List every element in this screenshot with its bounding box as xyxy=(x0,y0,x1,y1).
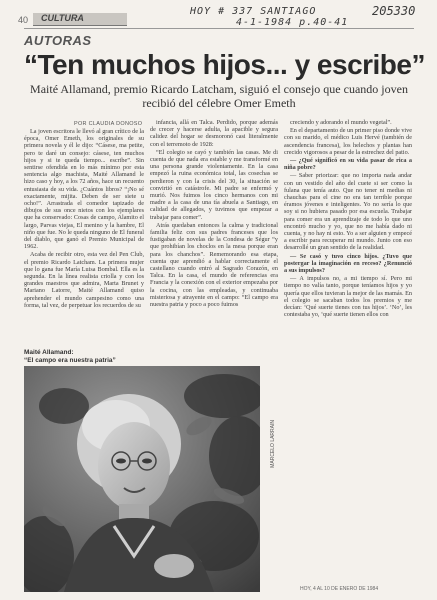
paragraph: En el departamento de un primer piso donde vive con su marido, el médico Luis Hervé (también de ascendencia francesa), los helechos y plantas han crecido vigorosos a pesar de la estrechez del patio. xyxy=(284,127,412,156)
article-title: “Ten muchos hijos... y escribe” xyxy=(24,49,425,80)
interview-question: — ¿Qué significó en su vida pasar de rica a niña pobre? xyxy=(284,157,412,172)
article-deck: Maité Allamand, premio Ricardo Latcham, siguió el consejo que cuando joven recibió del célebre Omer Emeth xyxy=(30,82,408,110)
caption-quote: “El campo era nuestra patria” xyxy=(24,357,116,364)
handwritten-reference: HOY # 337 SANTIAGO xyxy=(190,6,317,17)
paragraph: La joven escritora le llevó al gran crítico de la época, Omer Emeth, los originales de su primera novela y él le dijo: “Cásese, ma petite, pero te daré un consejo: cásese, ten muchos hijos y si te queda tiempo... escribe”. Sin sentirse ofendida en lo más mínimo por esta sentencia algo machista, Maité Allamand le hizo caso y hoy, a los 72 años, hace un recuento entusiasta de su vida. ¿Cuántos libros? “¡No sé exactamente, mijita. Deben de ser siete u ocho!”. Arrastrada el comedor tapizado de dibujos de sus once nietos con los ejemplares que ha conservado: Cosas de campo, Alamito el largo, Parvas viejas, El menino y la hambre, El niño que fue. No le queda ninguno de El funeral del diablo, que ganó el Premio Municipal de 1962. xyxy=(24,128,144,251)
paragraph: Atrás quedaban entonces la calma y tradicional familia feliz con sus padres franceses que los fustigaban de novelas de la Condesa de Ségur “y que prohibían los choclos en la mesa porque eran para los chanchos”. Rememorando esa etapa, cuenta que aprendió a hablar correctamente el castellano cuando entró al Sagrado Corazón, en Talca. En la casa, el mundo de referencias era Francia y la conexión con el exterior empezaba por la cocina, con las empleadas, y continuaba misteriosa y atrayente en el campo: “El campo era nuestra patria y poco a poco fuimos xyxy=(150,221,278,309)
header-rule xyxy=(24,28,414,29)
byline: POR CLAUDIA DONOSO xyxy=(74,121,143,127)
page-number: 40 xyxy=(18,15,29,25)
paragraph: “El colegio se cayó y también las casas. Me di cuenta de que nada era estable y me transformé en una persona grande violentamente. En la casa empezó la ruina económica total, las cosechas se perdieron y con la crisis del 30, la situación se convirtió en catástrofe. Mi padre se enfermó y murió. Nos fuimos los cinco hermanos con mi madre a la casa de una tía abuela a Santiago, en calidad de allegados, y tuvimos que empezar a trabajar para comer”. xyxy=(150,148,278,221)
kicker: AUTORAS xyxy=(24,33,92,48)
photo-credit: MARCELO LARRAIN xyxy=(270,420,276,468)
page-footer: HOY, 4 AL 10 DE ENERO DE 1984 xyxy=(300,586,379,592)
interview-answer: — Saber priorizar: que no importa nada andar con un vestido del año del cuete si ser como la fulana que tenía auto. Que no tener ni medias ni chauchas para el cine no era tan terrible porque éramos jóvenes e inteligentes. Yo no sería lo que soy si no hubiera pasado por esa escuela. Trabajar para comer era un aprendizaje de todo lo que uno encontró mucho y yo, que no me había dado ni cuenta, y no hay ni esto. Yo a ser alguien y empecé a escribir para recuperar mi mundo. Junto con eso desarrollé un gran sentido de la realidad. xyxy=(284,172,412,252)
caption-name: Maité Allamand: xyxy=(24,349,74,356)
article-column-3 xyxy=(284,119,412,492)
article-column-1 xyxy=(24,128,144,348)
photo-caption xyxy=(24,349,116,365)
handwritten-date: 4-1-1984 p.40-41 xyxy=(236,17,349,28)
section-label: CULTURA xyxy=(41,13,84,23)
paragraph: infancia, allá en Talca. Perdido, porque además de crecer y hacerse adulta, la apacible y segura calidez del hogar se desmoronó casi literalmente con el terremoto de 1928: xyxy=(150,119,278,148)
portrait-photo xyxy=(24,366,260,592)
paragraph: Acaba de recibir otro, esta vez del Pen Club, el premio Ricardo Latcham. La primera mujer que lo gana fue María Luisa Bombal. Ella es la segunda. En la línea realista criolla y con los grandes maestros que admira, Marta Brunet y Mariano Latorre, Maité Allamand quiso aprehender el mundo campesino como una forma, tal vez, de perpetuar los recuerdos de su xyxy=(24,251,144,309)
interview-answer: — A impulsos no, a mi tiempo sí. Pero mi tiempo no valía tanto, porque teníamos hijos y yo quería que ellos tuvieran la mejor de las mamás. En el colegio se sacaban todos los premios y me decían: ‘Qué suerte tienes con tus hijos’. ‘No’, les contestaba yo, ‘qué suerte tienen ellos con xyxy=(284,275,412,319)
section-tab xyxy=(33,13,127,26)
interview-question: — Se casó y tuvo cinco hijos. ¿Tuvo que postergar la imaginación en receso? ¿Renunció a sus impulsos? xyxy=(284,252,412,275)
paragraph: creciendo y adorando el mundo vegetal”. xyxy=(290,119,392,126)
portrait-illustration xyxy=(24,366,260,592)
stamp-number: 205330 xyxy=(372,4,416,18)
